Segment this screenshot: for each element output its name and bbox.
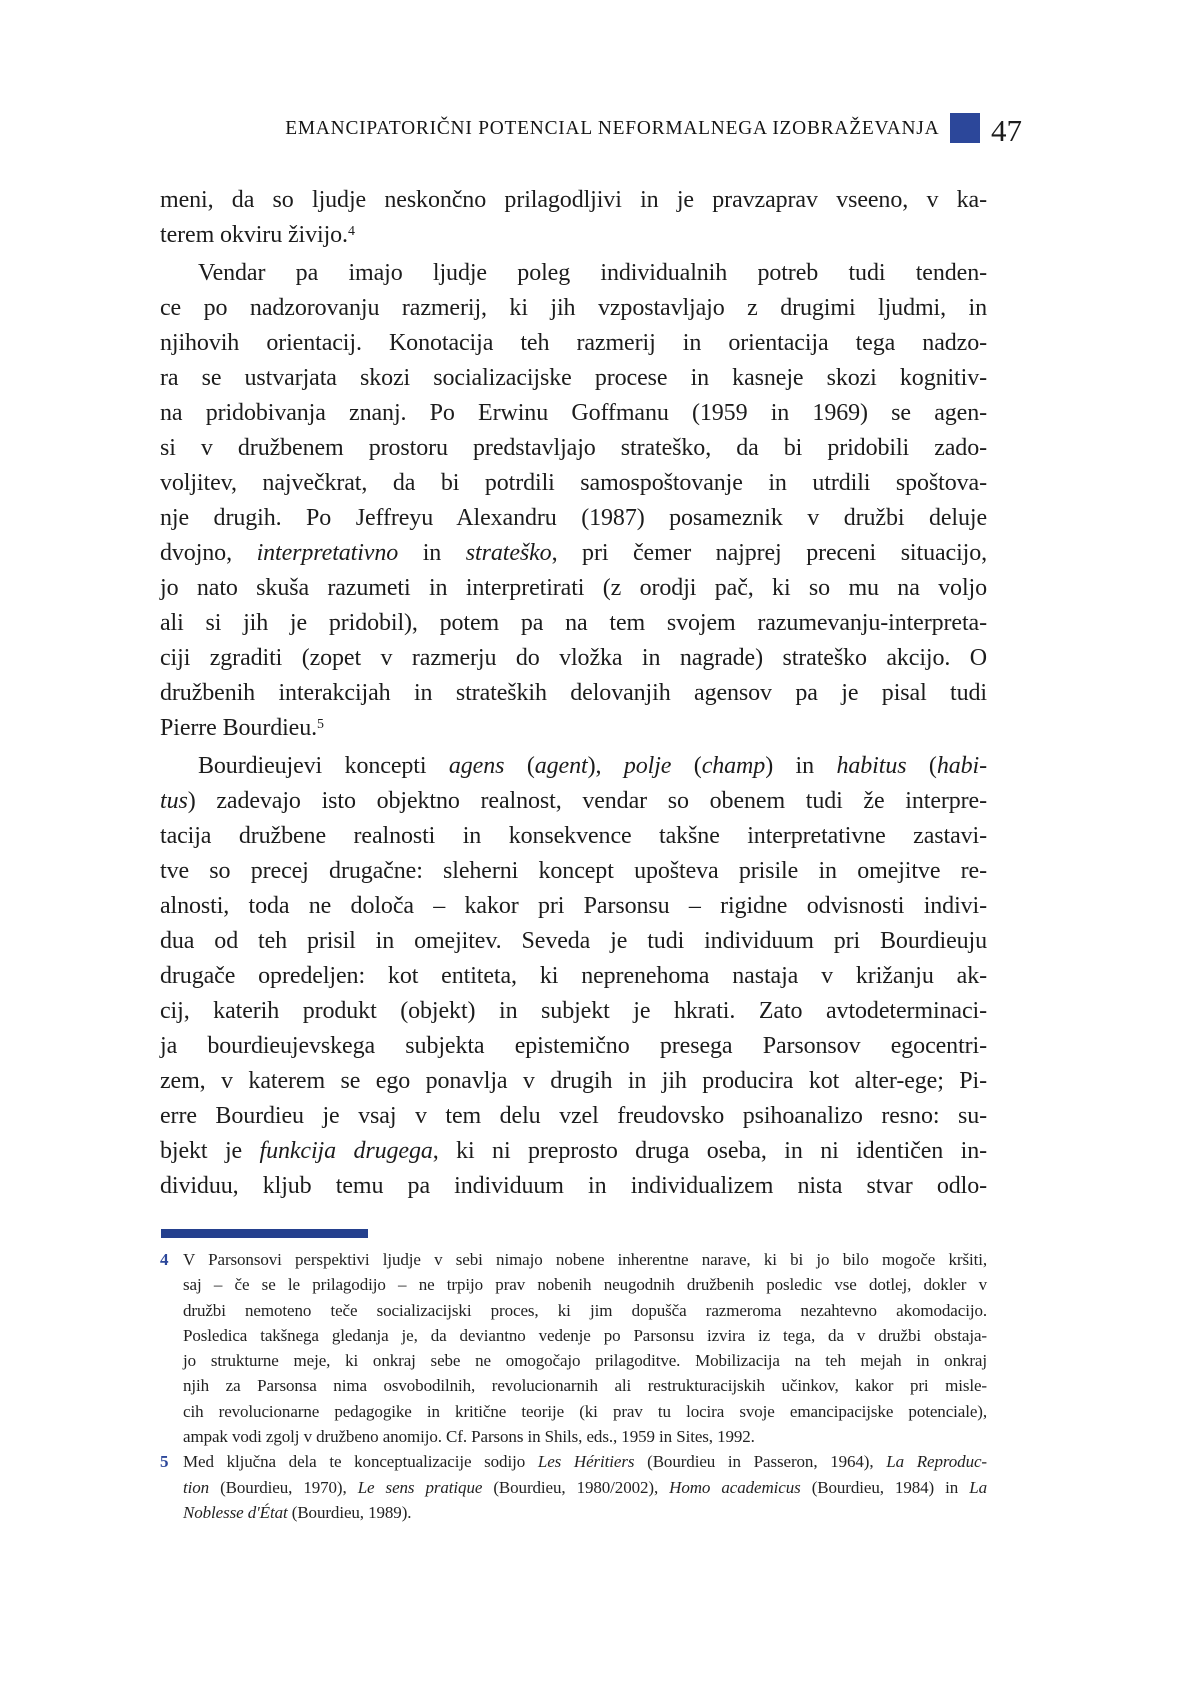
text-line: ali si jih je pridobil), potem pa na tem svojem razumevanju-interpreta- xyxy=(160,610,987,636)
text-line: jo strukturne meje, ki onkraj sebe ne omogočajo prilagoditve. Mobilizacija na teh mejah in onkraj xyxy=(183,1351,987,1371)
text-line: družbi nemoteno teče socializacijski proces, ki jim dopušča razmeroma nezahtevno akomodacijo. xyxy=(183,1300,987,1320)
text-line: Bourdieujevi koncepti agens (agent), polje (champ) in habitus (habi- xyxy=(198,753,987,779)
running-head xyxy=(160,110,1022,146)
page-number: 47 xyxy=(991,113,1022,148)
text-line: ciji zgraditi (zopet v razmerju do vložka in nagrade) strateško akcijo. O xyxy=(160,645,987,671)
text-line: družbenih interakcijah in strateških delovanjih agensov pa je pisal tudi xyxy=(160,680,987,706)
text-line: saj – če se le prilagodijo – ne trpijo prav nobenih neugodnih družbenih posledic vse dotlej, dokler v xyxy=(183,1275,987,1295)
text-line: na pridobivanja znanj. Po Erwinu Goffmanu (1959 in 1969) se agen- xyxy=(160,400,987,426)
text-line: ja bourdieujevskega subjekta epistemično presega Parsonsov egocentri- xyxy=(160,1033,987,1059)
text-line: si v družbenem prostoru predstavljajo strateško, da bi pridobili zado- xyxy=(160,435,987,461)
text-line: njihovih orientacij. Konotacija teh razmerij in orientacija tega nadzo- xyxy=(160,330,987,356)
text-line: tus) zadevajo isto objektno realnost, vendar so obenem tudi že interpre- xyxy=(160,788,987,814)
text-line: V Parsonsovi perspektivi ljudje v sebi nimajo nobene inherentne narave, ki bi jo bilo mogoče kršiti, xyxy=(183,1250,987,1269)
text-line: Med ključna dela te konceptualizacije sodijo Les Héritiers (Bourdieu in Passeron, 1964), La Reproduc- xyxy=(183,1452,987,1472)
text-line: Pierre Bourdieu.$^5$ xyxy=(160,715,324,741)
text-line: dvojno, interpretativno in strateško, pri čemer najprej preceni situacijo, xyxy=(160,540,988,566)
footnote-separator-bar xyxy=(161,1229,368,1238)
text-line: ra se ustvarjata skozi socializacijske procese in kasneje skozi kognitiv- xyxy=(160,365,987,391)
text-line: erre Bourdieu je vsaj v tem delu vzel freudovsko psihoanalizo resno: su- xyxy=(160,1103,987,1129)
text-line: Vendar pa imajo ljudje poleg individualnih potreb tudi tenden- xyxy=(198,260,987,286)
text-line: ampak vodi zgolj v družbeno anomijo. Cf. Parsons in Shils, eds., 1959 in Sites, 1992. xyxy=(183,1427,755,1447)
text-line: zem, v katerem se ego ponavlja v drugih in jih producira kot alter-ege; Pi- xyxy=(160,1068,987,1094)
text-line: cij, katerih produkt (objekt) in subjekt je hkrati. Zato avtodeterminaci- xyxy=(160,998,987,1024)
footnote xyxy=(160,1449,987,1525)
text-line: dividuu, kljub temu pa individuum in individualizem nista stvar odlo- xyxy=(160,1173,987,1199)
text-line: meni, da so ljudje neskončno prilagodljivi in je pravzaprav vseeno, v ka- xyxy=(160,187,987,213)
footnote-number: 5 xyxy=(160,1452,169,1472)
paragraph xyxy=(160,749,987,1204)
text-line: Noblesse d'État (Bourdieu, 1989). xyxy=(183,1502,412,1522)
footnote-list xyxy=(160,1247,987,1525)
text-line: jo nato skuša razumeti in interpretirati (z orodji pač, ki so mu na voljo xyxy=(160,575,987,601)
text-line: tion (Bourdieu, 1970), Le sens pratique (Bourdieu, 1980/2002), Homo academicus (Bourdieu, 1984) in La xyxy=(183,1477,987,1497)
footnote-text xyxy=(183,1247,987,1449)
accent-square-icon xyxy=(950,113,980,143)
paragraph xyxy=(160,183,987,256)
footnote xyxy=(160,1247,987,1449)
text-line: tacija družbene realnosti in konsekvence takšne interpretativne zastavi- xyxy=(160,823,987,849)
body-text xyxy=(160,183,987,1204)
text-line: Posledica takšnega gledanja je, da deviantno vedenje po Parsonsu izvira iz tega, da v družbi obstaja- xyxy=(183,1325,987,1345)
text-line: terem okviru živijo.$^4$ xyxy=(160,222,355,248)
paragraph xyxy=(160,256,987,749)
text-line: tve so precej drugačne: sleherni koncept upošteva prisile in omejitve re- xyxy=(160,858,987,884)
text-line: nje drugih. Po Jeffreyu Alexandru (1987) posameznik v družbi deluje xyxy=(160,505,987,531)
text-line: ce po nadzorovanju razmerij, ki jih vzpostavljajo z drugimi ljudmi, in xyxy=(160,295,987,321)
text-line: drugače opredeljen: kot entiteta, ki neprenehoma nastaja v križanju ak- xyxy=(160,963,987,989)
chapter-title: EMANCIPATORIČNI POTENCIAL NEFORMALNEGA IZOBRAŽEVANJA xyxy=(284,116,939,139)
text-line: voljitev, največkrat, da bi potrdili samospoštovanje in utrdili spoštova- xyxy=(160,470,987,496)
text-line: bjekt je funkcija drugega, ki ni preprosto druga oseba, in ni identičen in- xyxy=(160,1138,987,1164)
text-line: dua od teh prisil in omejitev. Seveda je tudi individuum pri Bourdieuju xyxy=(160,928,987,954)
footnote-text xyxy=(183,1449,987,1525)
text-line: njih za Parsonsa nima osvobodilnih, revolucionarnih ali restrukturacijskih učinkov, kakor pri misle- xyxy=(183,1376,987,1396)
text-line: alnosti, toda ne določa – kakor pri Parsonsu – rigidne odvisnosti indivi- xyxy=(160,893,987,919)
text-line: cih revolucionarne pedagogike in kritične teorije (ki prav tu locira svoje emancipacijske potenciale), xyxy=(183,1401,987,1421)
footnote-number: 4 xyxy=(160,1250,169,1269)
